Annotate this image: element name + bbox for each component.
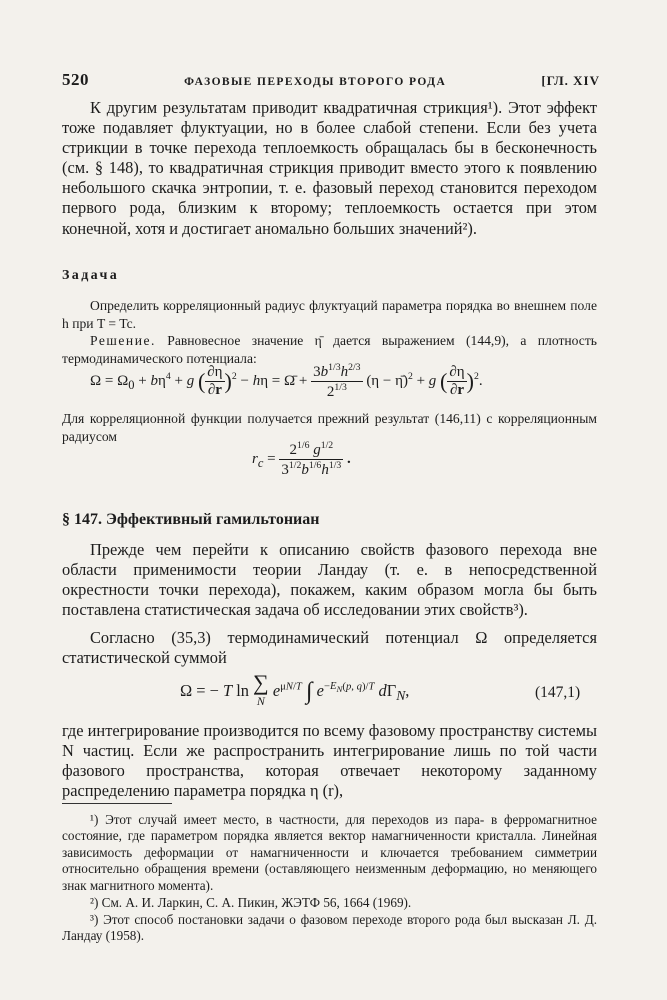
section-paragraph-2: Согласно (35,3) термодинамический потенциал Ω определяется статистической суммой — [62, 628, 597, 668]
solution-text: Равновесное значение η̄ дается выражением (144,9), а плотность термодинамического потенциала: — [62, 333, 597, 366]
solution-label: Решение. — [90, 333, 156, 348]
problem-statement: Определить корреляционный радиус флуктуаций параметра порядка во внешнем поле h при T = Tc. — [62, 298, 597, 331]
correlation-radius-formula: $r_c$ = $\frac{2^{1/6} g^{1/2}}{3^{1/2}b^{1/6}h^{1/3}}$ . — [252, 440, 351, 478]
chapter-label: [ГЛ. XIV — [541, 73, 600, 88]
footnote-2: ²) См. А. И. Ларкин, С. А. Пикин, ЖЭТФ 56, 1664 (1969). — [90, 895, 412, 910]
partition-formula: Ω = − T ln ∑ N $e^{\mu N/T}$ ∫ $e^{-E_N(p, q)/T}$ $d\Gamma_N$, — [180, 670, 410, 708]
problem-heading: Задача — [62, 268, 120, 283]
footnote-3: ³) Этот способ постановки задачи о фазовом переходе второго рода был высказан Л. Д. Ландау (1958). — [62, 912, 597, 944]
running-title: ФАЗОВЫЕ ПЕРЕХОДЫ ВТОРОГО РОДА — [184, 76, 447, 88]
equation-number: (147,1) — [535, 684, 581, 701]
running-header — [62, 70, 600, 90]
correlation-paragraph: Для корреляционной функции получается прежний результат (146,11) с корреляционным радиусом — [62, 411, 597, 444]
section-paragraph-3: где интегрирование производится по всему фазовому пространству системы N частиц. Если же распространить интегрирование лишь по той части фазового пространства, которая отвечает некоторому заданному распределению параметра порядка η (r), — [62, 721, 597, 801]
page-number: 520 — [62, 70, 89, 89]
potential-formula: $\Omega = \Omega_0 + b\eta^4 + g$ ( $\frac{\partial\eta}{\partial r}$ )$^2$ − hη = Ω̄ + $\frac{3b^{1/3}h^{2/3}}{2^{1/3}}$ (η − η̄)$^2$ + g ( $\frac{\partial\eta}{\partial r}$ )$^2$. — [90, 362, 483, 400]
footnote-separator — [62, 803, 172, 804]
paragraph-striction: К другим результатам приводит квадратичная стрикция¹). Этот эффект тоже подавляет флуктуации, но в более слабой степени. Если без учета стрикции в точке перехода теплоемкость обращалась бы в бесконечность (см. § 148), то квадратичная стрикция приводит вместо этого к появлению небольшого скачка энтропии, т. е. фазовый переход становится переходом первого рода, близким к второму; теплоемкость остается при этом конечной, хотя и достигает аномально больших значений²). — [62, 98, 597, 238]
section-title: § 147. Эффективный гамильтониан — [62, 511, 320, 528]
section-paragraph-1: Прежде чем перейти к описанию свойств фазового перехода вне области применимости теории Ландау (т. е. в непосредственной окрестности точки перехода), покажем, каким образом могла бы быть поставлена статистическая задача об исследовании этих свойств³). — [62, 540, 597, 620]
footnote-1: ¹) Этот случай имеет место, в частности, для переходов из пара- в ферромагнитное состояние, где параметром порядка является вектор намагниченности кристалла. Линейная зависимость деформации от намагниченности и ключается требованием симметрии относительно обращения времени (оставляющего неизменным деформацию, но меняющего знак магнитного момента). — [62, 812, 597, 893]
